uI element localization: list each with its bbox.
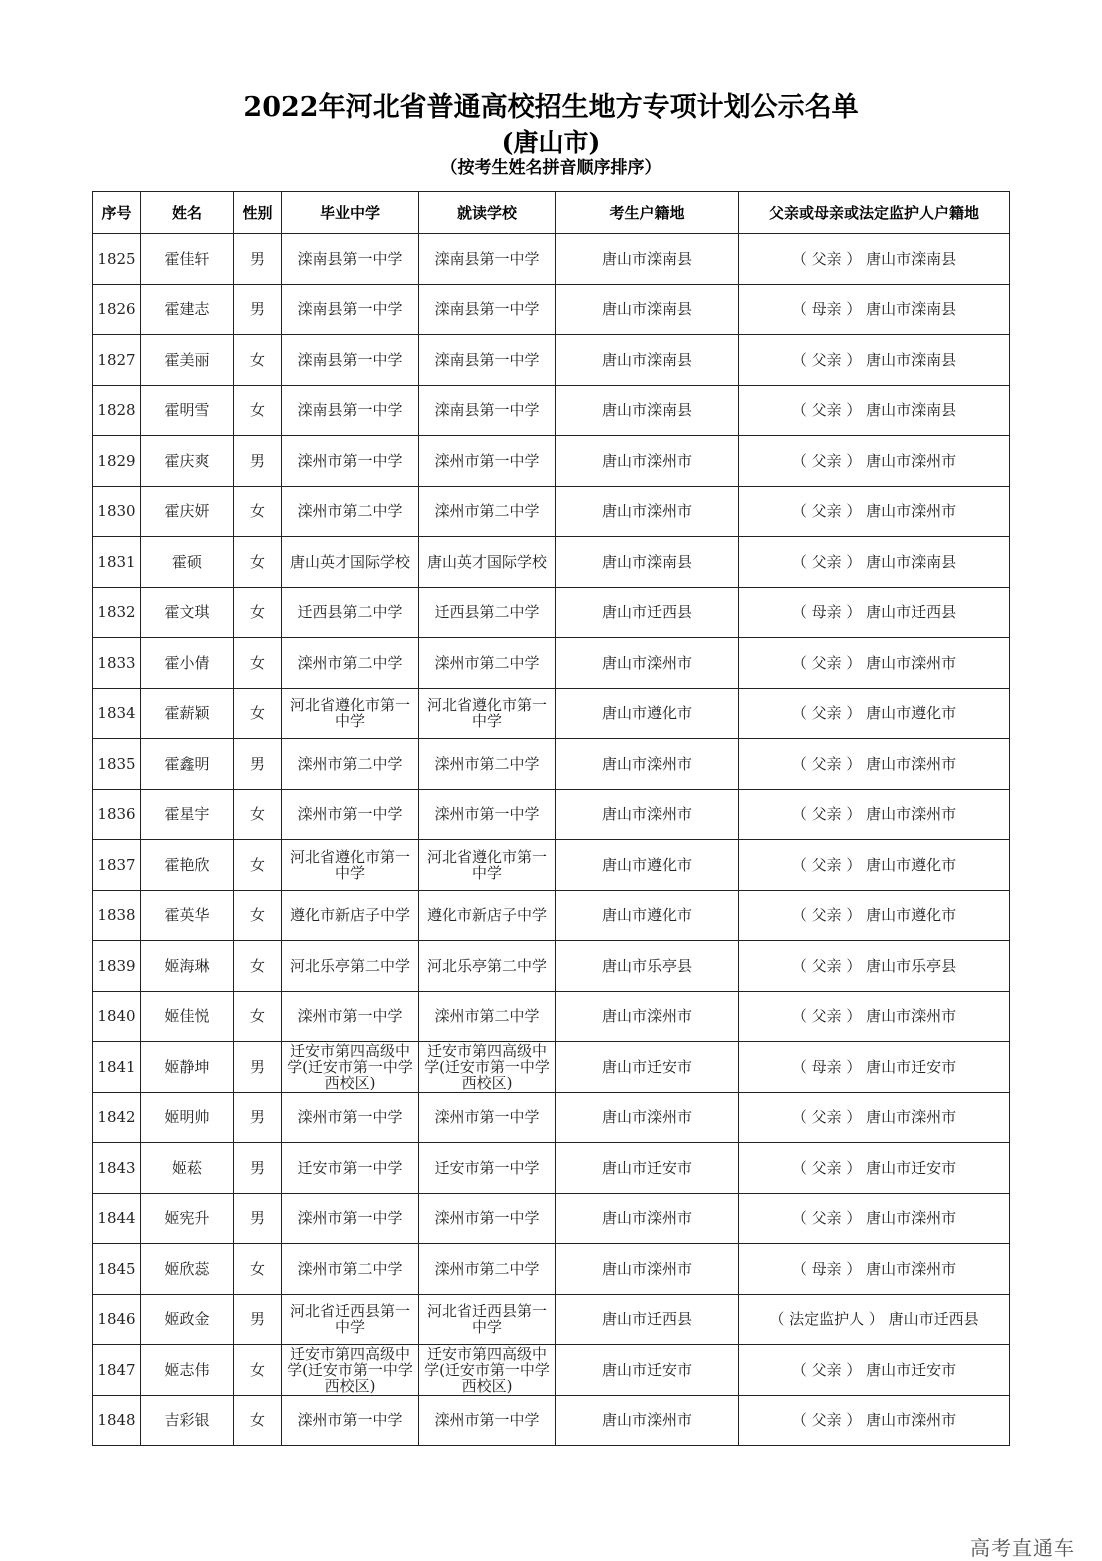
cell-study-school: 滦州市第一中学 bbox=[419, 1092, 556, 1143]
cell-grad-school: 迁安市第四高级中学(迁安市第一中学西校区) bbox=[282, 1042, 419, 1093]
table-row bbox=[93, 1143, 1010, 1194]
cell-grad-school: 滦南县第一中学 bbox=[282, 385, 419, 436]
cell-name: 霍美丽 bbox=[141, 335, 234, 386]
cell-no: 1847 bbox=[93, 1345, 141, 1396]
table-row bbox=[93, 1193, 1010, 1244]
table-row bbox=[93, 335, 1010, 386]
cell-name: 霍薪颖 bbox=[141, 688, 234, 739]
cell-name: 霍庆妍 bbox=[141, 486, 234, 537]
cell-study-school: 滦州市第一中学 bbox=[419, 789, 556, 840]
cell-gender: 男 bbox=[234, 1143, 282, 1194]
cell-hukou: 唐山市滦南县 bbox=[556, 537, 739, 588]
cell-gender: 女 bbox=[234, 1395, 282, 1446]
cell-guardian: （ 父亲 ） 唐山市滦州市 bbox=[739, 789, 1010, 840]
cell-hukou: 唐山市迁安市 bbox=[556, 1143, 739, 1194]
cell-gender: 男 bbox=[234, 284, 282, 335]
cell-guardian: （ 父亲 ） 唐山市滦南县 bbox=[739, 335, 1010, 386]
cell-hukou: 唐山市滦南县 bbox=[556, 335, 739, 386]
table-row bbox=[93, 941, 1010, 992]
column-header-guardian: 父亲或母亲或法定监护人户籍地 bbox=[739, 192, 1010, 234]
cell-guardian: （ 父亲 ） 唐山市滦州市 bbox=[739, 1395, 1010, 1446]
cell-gender: 女 bbox=[234, 385, 282, 436]
cell-guardian: （ 父亲 ） 唐山市滦南县 bbox=[739, 537, 1010, 588]
cell-grad-school: 迁安市第四高级中学(迁安市第一中学西校区) bbox=[282, 1345, 419, 1396]
cell-gender: 女 bbox=[234, 1345, 282, 1396]
table-row bbox=[93, 1395, 1010, 1446]
cell-gender: 男 bbox=[234, 234, 282, 285]
cell-gender: 女 bbox=[234, 335, 282, 386]
table-row bbox=[93, 587, 1010, 638]
cell-gender: 男 bbox=[234, 1294, 282, 1345]
cell-name: 姬佳悦 bbox=[141, 991, 234, 1042]
cell-hukou: 唐山市迁西县 bbox=[556, 587, 739, 638]
table-row bbox=[93, 1244, 1010, 1295]
cell-guardian: （ 父亲 ） 唐山市滦南县 bbox=[739, 385, 1010, 436]
roster-table bbox=[92, 191, 1010, 1446]
cell-no: 1836 bbox=[93, 789, 141, 840]
cell-gender: 男 bbox=[234, 436, 282, 487]
cell-hukou: 唐山市滦州市 bbox=[556, 1092, 739, 1143]
cell-gender: 女 bbox=[234, 587, 282, 638]
cell-study-school: 滦州市第二中学 bbox=[419, 739, 556, 790]
cell-gender: 女 bbox=[234, 486, 282, 537]
cell-name: 霍鑫明 bbox=[141, 739, 234, 790]
cell-study-school: 河北省遵化市第一中学 bbox=[419, 688, 556, 739]
table-row bbox=[93, 688, 1010, 739]
cell-guardian: （ 父亲 ） 唐山市滦州市 bbox=[739, 1092, 1010, 1143]
table-row bbox=[93, 638, 1010, 689]
cell-name: 姬政金 bbox=[141, 1294, 234, 1345]
cell-study-school: 河北乐亭第二中学 bbox=[419, 941, 556, 992]
cell-name: 姬志伟 bbox=[141, 1345, 234, 1396]
cell-grad-school: 滦州市第一中学 bbox=[282, 436, 419, 487]
table-row bbox=[93, 486, 1010, 537]
cell-gender: 女 bbox=[234, 638, 282, 689]
cell-grad-school: 滦州市第二中学 bbox=[282, 638, 419, 689]
cell-no: 1842 bbox=[93, 1092, 141, 1143]
cell-guardian: （ 母亲 ） 唐山市滦州市 bbox=[739, 1244, 1010, 1295]
cell-study-school: 滦州市第二中学 bbox=[419, 486, 556, 537]
table-row bbox=[93, 1042, 1010, 1093]
cell-hukou: 唐山市滦州市 bbox=[556, 739, 739, 790]
cell-guardian: （ 父亲 ） 唐山市滦州市 bbox=[739, 991, 1010, 1042]
cell-grad-school: 滦州市第一中学 bbox=[282, 1395, 419, 1446]
cell-grad-school: 滦州市第一中学 bbox=[282, 789, 419, 840]
cell-name: 姬欣蕊 bbox=[141, 1244, 234, 1295]
cell-name: 霍小倩 bbox=[141, 638, 234, 689]
cell-guardian: （ 父亲 ） 唐山市迁安市 bbox=[739, 1143, 1010, 1194]
table-row bbox=[93, 537, 1010, 588]
cell-no: 1846 bbox=[93, 1294, 141, 1345]
table-row bbox=[93, 1294, 1010, 1345]
cell-study-school: 滦州市第一中学 bbox=[419, 436, 556, 487]
cell-hukou: 唐山市滦州市 bbox=[556, 991, 739, 1042]
document-city: (唐山市) bbox=[501, 128, 601, 157]
cell-no: 1844 bbox=[93, 1193, 141, 1244]
column-header-name: 姓名 bbox=[141, 192, 234, 234]
table-row bbox=[93, 284, 1010, 335]
table-header-row bbox=[93, 192, 1010, 234]
cell-study-school: 滦南县第一中学 bbox=[419, 284, 556, 335]
cell-name: 霍文琪 bbox=[141, 587, 234, 638]
cell-name: 霍艳欣 bbox=[141, 840, 234, 891]
cell-hukou: 唐山市滦南县 bbox=[556, 284, 739, 335]
table-row bbox=[93, 436, 1010, 487]
cell-name: 姬静坤 bbox=[141, 1042, 234, 1093]
cell-no: 1848 bbox=[93, 1395, 141, 1446]
cell-study-school: 遵化市新店子中学 bbox=[419, 890, 556, 941]
cell-study-school: 滦州市第二中学 bbox=[419, 1244, 556, 1295]
cell-no: 1839 bbox=[93, 941, 141, 992]
table-row bbox=[93, 234, 1010, 285]
cell-guardian: （ 父亲 ） 唐山市滦州市 bbox=[739, 436, 1010, 487]
cell-hukou: 唐山市滦州市 bbox=[556, 789, 739, 840]
cell-gender: 女 bbox=[234, 991, 282, 1042]
cell-hukou: 唐山市滦州市 bbox=[556, 1244, 739, 1295]
cell-name: 霍庆爽 bbox=[141, 436, 234, 487]
cell-study-school: 滦州市第二中学 bbox=[419, 991, 556, 1042]
cell-guardian: （ 父亲 ） 唐山市滦州市 bbox=[739, 486, 1010, 537]
cell-name: 姬菘 bbox=[141, 1143, 234, 1194]
cell-grad-school: 滦州市第二中学 bbox=[282, 739, 419, 790]
cell-grad-school: 河北省遵化市第一中学 bbox=[282, 688, 419, 739]
cell-name: 吉彩银 bbox=[141, 1395, 234, 1446]
table-row bbox=[93, 1092, 1010, 1143]
cell-study-school: 河北省遵化市第一中学 bbox=[419, 840, 556, 891]
cell-no: 1834 bbox=[93, 688, 141, 739]
cell-guardian: （ 父亲 ） 唐山市滦南县 bbox=[739, 234, 1010, 285]
cell-guardian: （ 母亲 ） 唐山市滦南县 bbox=[739, 284, 1010, 335]
cell-gender: 女 bbox=[234, 840, 282, 891]
cell-no: 1825 bbox=[93, 234, 141, 285]
table-row bbox=[93, 991, 1010, 1042]
cell-grad-school: 滦州市第一中学 bbox=[282, 1092, 419, 1143]
cell-name: 姬明帅 bbox=[141, 1092, 234, 1143]
table-row bbox=[93, 1345, 1010, 1396]
column-header-no: 序号 bbox=[93, 192, 141, 234]
cell-gender: 女 bbox=[234, 789, 282, 840]
cell-guardian: （ 父亲 ） 唐山市乐亭县 bbox=[739, 941, 1010, 992]
cell-study-school: 滦南县第一中学 bbox=[419, 234, 556, 285]
cell-no: 1837 bbox=[93, 840, 141, 891]
cell-study-school: 滦州市第二中学 bbox=[419, 638, 556, 689]
cell-grad-school: 滦州市第二中学 bbox=[282, 486, 419, 537]
cell-guardian: （ 父亲 ） 唐山市遵化市 bbox=[739, 890, 1010, 941]
cell-no: 1845 bbox=[93, 1244, 141, 1295]
column-header-study-school: 就读学校 bbox=[419, 192, 556, 234]
cell-grad-school: 唐山英才国际学校 bbox=[282, 537, 419, 588]
cell-guardian: （ 母亲 ） 唐山市迁西县 bbox=[739, 587, 1010, 638]
cell-no: 1830 bbox=[93, 486, 141, 537]
cell-study-school: 滦州市第一中学 bbox=[419, 1193, 556, 1244]
cell-study-school: 滦南县第一中学 bbox=[419, 385, 556, 436]
cell-guardian: （ 父亲 ） 唐山市滦州市 bbox=[739, 1193, 1010, 1244]
cell-study-school: 迁安市第四高级中学(迁安市第一中学西校区) bbox=[419, 1042, 556, 1093]
table-row bbox=[93, 385, 1010, 436]
roster-body bbox=[93, 234, 1010, 1446]
cell-name: 霍佳轩 bbox=[141, 234, 234, 285]
cell-study-school: 迁安市第四高级中学(迁安市第一中学西校区) bbox=[419, 1345, 556, 1396]
cell-hukou: 唐山市遵化市 bbox=[556, 890, 739, 941]
cell-study-school: 河北省迁西县第一中学 bbox=[419, 1294, 556, 1345]
cell-guardian: （ 父亲 ） 唐山市迁安市 bbox=[739, 1345, 1010, 1396]
cell-no: 1828 bbox=[93, 385, 141, 436]
cell-gender: 男 bbox=[234, 1092, 282, 1143]
cell-study-school: 滦南县第一中学 bbox=[419, 335, 556, 386]
cell-hukou: 唐山市遵化市 bbox=[556, 688, 739, 739]
cell-gender: 女 bbox=[234, 941, 282, 992]
cell-hukou: 唐山市滦州市 bbox=[556, 1193, 739, 1244]
cell-gender: 男 bbox=[234, 1042, 282, 1093]
cell-grad-school: 迁西县第二中学 bbox=[282, 587, 419, 638]
cell-guardian: （ 母亲 ） 唐山市迁安市 bbox=[739, 1042, 1010, 1093]
cell-no: 1829 bbox=[93, 436, 141, 487]
cell-name: 霍英华 bbox=[141, 890, 234, 941]
cell-grad-school: 滦南县第一中学 bbox=[282, 234, 419, 285]
cell-hukou: 唐山市滦州市 bbox=[556, 486, 739, 537]
table-row bbox=[93, 739, 1010, 790]
table-row bbox=[93, 890, 1010, 941]
cell-study-school: 迁安市第一中学 bbox=[419, 1143, 556, 1194]
cell-no: 1826 bbox=[93, 284, 141, 335]
cell-hukou: 唐山市滦州市 bbox=[556, 1395, 739, 1446]
cell-grad-school: 滦南县第一中学 bbox=[282, 284, 419, 335]
cell-gender: 女 bbox=[234, 537, 282, 588]
cell-grad-school: 河北省迁西县第一中学 bbox=[282, 1294, 419, 1345]
cell-gender: 男 bbox=[234, 739, 282, 790]
cell-guardian: （ 法定监护人 ） 唐山市迁西县 bbox=[739, 1294, 1010, 1345]
cell-hukou: 唐山市滦州市 bbox=[556, 638, 739, 689]
cell-hukou: 唐山市迁西县 bbox=[556, 1294, 739, 1345]
cell-hukou: 唐山市乐亭县 bbox=[556, 941, 739, 992]
cell-gender: 女 bbox=[234, 688, 282, 739]
cell-study-school: 唐山英才国际学校 bbox=[419, 537, 556, 588]
column-header-grad-school: 毕业中学 bbox=[282, 192, 419, 234]
cell-name: 姬海琳 bbox=[141, 941, 234, 992]
cell-hukou: 唐山市滦南县 bbox=[556, 385, 739, 436]
cell-no: 1838 bbox=[93, 890, 141, 941]
table-row bbox=[93, 840, 1010, 891]
cell-name: 霍明雪 bbox=[141, 385, 234, 436]
document-title: 2022年河北省普通高校招生地方专项计划公示名单 bbox=[243, 92, 859, 123]
cell-hukou: 唐山市滦州市 bbox=[556, 436, 739, 487]
cell-study-school: 滦州市第一中学 bbox=[419, 1395, 556, 1446]
cell-guardian: （ 父亲 ） 唐山市滦州市 bbox=[739, 739, 1010, 790]
cell-no: 1843 bbox=[93, 1143, 141, 1194]
cell-no: 1827 bbox=[93, 335, 141, 386]
cell-gender: 女 bbox=[234, 1244, 282, 1295]
cell-grad-school: 滦州市第一中学 bbox=[282, 1193, 419, 1244]
cell-grad-school: 滦州市第一中学 bbox=[282, 991, 419, 1042]
cell-grad-school: 滦州市第二中学 bbox=[282, 1244, 419, 1295]
cell-name: 霍硕 bbox=[141, 537, 234, 588]
cell-no: 1832 bbox=[93, 587, 141, 638]
cell-no: 1840 bbox=[93, 991, 141, 1042]
cell-name: 霍星宇 bbox=[141, 789, 234, 840]
cell-grad-school: 迁安市第一中学 bbox=[282, 1143, 419, 1194]
cell-study-school: 迁西县第二中学 bbox=[419, 587, 556, 638]
table-row bbox=[93, 789, 1010, 840]
cell-guardian: （ 父亲 ） 唐山市滦州市 bbox=[739, 638, 1010, 689]
cell-hukou: 唐山市遵化市 bbox=[556, 840, 739, 891]
cell-grad-school: 遵化市新店子中学 bbox=[282, 890, 419, 941]
cell-grad-school: 河北省遵化市第一中学 bbox=[282, 840, 419, 891]
column-header-hukou: 考生户籍地 bbox=[556, 192, 739, 234]
cell-hukou: 唐山市迁安市 bbox=[556, 1042, 739, 1093]
cell-hukou: 唐山市滦南县 bbox=[556, 234, 739, 285]
cell-guardian: （ 父亲 ） 唐山市遵化市 bbox=[739, 688, 1010, 739]
cell-name: 姬宪升 bbox=[141, 1193, 234, 1244]
cell-no: 1833 bbox=[93, 638, 141, 689]
cell-name: 霍建志 bbox=[141, 284, 234, 335]
cell-no: 1841 bbox=[93, 1042, 141, 1093]
cell-hukou: 唐山市迁安市 bbox=[556, 1345, 739, 1396]
cell-gender: 女 bbox=[234, 890, 282, 941]
cell-grad-school: 滦南县第一中学 bbox=[282, 335, 419, 386]
cell-no: 1831 bbox=[93, 537, 141, 588]
column-header-gender: 性别 bbox=[234, 192, 282, 234]
sort-note: （按考生姓名拼音顺序排序） bbox=[440, 158, 662, 178]
cell-grad-school: 河北乐亭第二中学 bbox=[282, 941, 419, 992]
cell-gender: 男 bbox=[234, 1193, 282, 1244]
cell-guardian: （ 父亲 ） 唐山市遵化市 bbox=[739, 840, 1010, 891]
cell-no: 1835 bbox=[93, 739, 141, 790]
watermark-text: 高考直通车 bbox=[970, 1536, 1075, 1560]
